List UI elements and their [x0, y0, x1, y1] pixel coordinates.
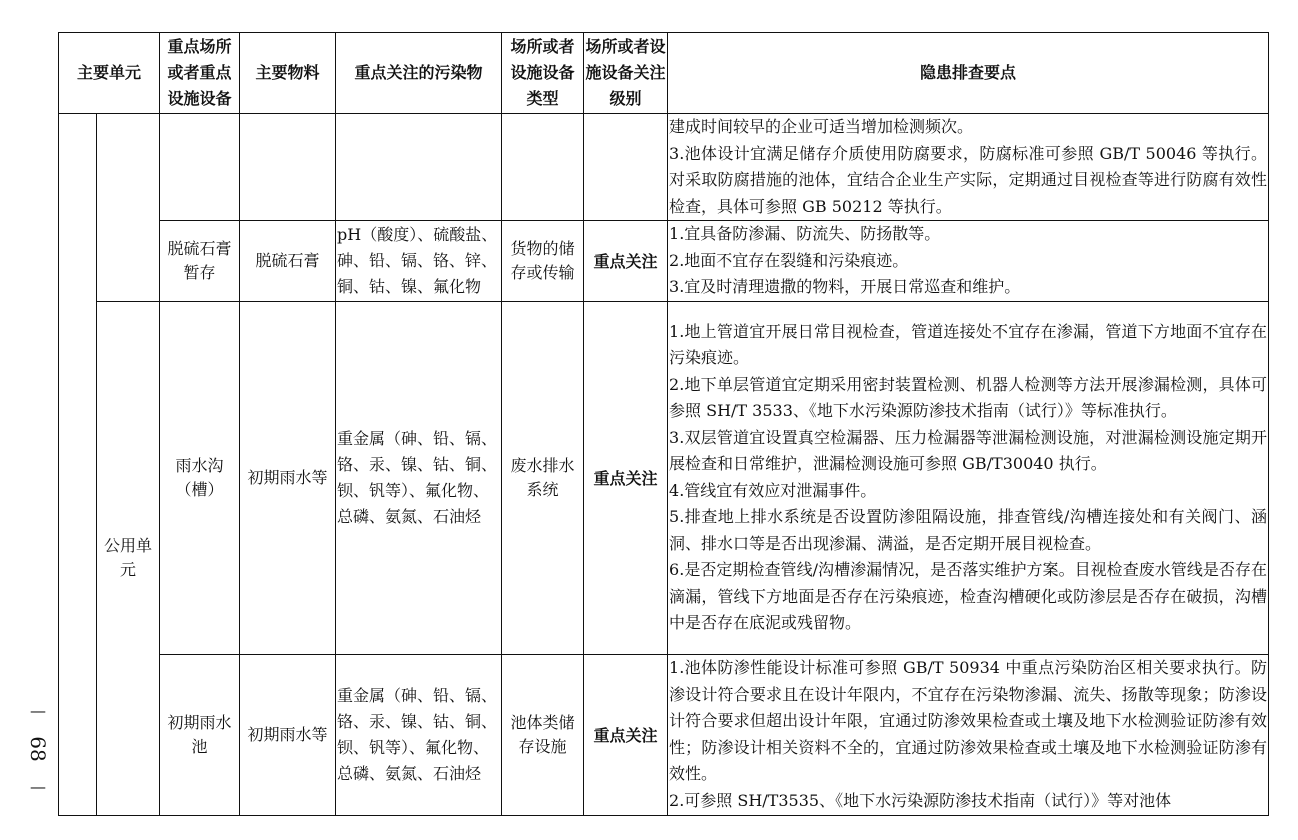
unit-cell-continued	[97, 114, 160, 302]
level-cell: 重点关注	[584, 301, 668, 654]
table-row	[59, 114, 1269, 221]
points-cell	[668, 221, 1269, 302]
point-item: 2.地下单层管道宜定期采用密封装置检测、机器人检测等方法开展渗漏检测，具体可参照 SH/T 3533、《地下水污染源防渗技术指南（试行）》等标准执行。	[669, 374, 1268, 420]
point-item: 1.地上管道宜开展日常目视检查，管道连接处不宜存在渗漏，管道下方地面不宜存在污染痕迹。	[669, 321, 1268, 367]
points-cell	[668, 654, 1269, 815]
hazard-inspection-table	[58, 32, 1269, 816]
level-cell: 重点关注	[584, 654, 668, 815]
header-type: 场所或者设施设备类型	[502, 33, 584, 114]
table-row	[59, 301, 1269, 654]
facility-cell: 雨水沟（槽）	[160, 301, 240, 654]
point-item: 3.宜及时清理遗撒的物料，开展日常巡查和维护。	[669, 277, 1021, 296]
material-cell: 初期雨水等	[240, 301, 336, 654]
type-cell: 废水排水系统	[502, 301, 584, 654]
level-cell: 重点关注	[584, 221, 668, 302]
page-number-dash-top: —	[30, 701, 46, 720]
pollutant-cell	[336, 114, 502, 221]
pollutant-cell: pH（酸度）、硫酸盐、砷、铅、镉、铬、锌、铜、钴、镍、氟化物	[336, 221, 502, 302]
point-item: 4.管线宜有效应对泄漏事件。	[669, 480, 877, 500]
page-number-dash-bottom: —	[30, 777, 46, 796]
point-item: 5.排查地上排水系统是否设置防渗阻隔设施，排查管线/沟槽连接处和有关阀门、涵洞、排水口等是否出现渗漏、满溢，是否定期开展目视检查。	[669, 507, 1268, 553]
unit-cell-public: 公用单元	[97, 301, 160, 815]
table-row	[59, 221, 1269, 302]
facility-cell	[160, 114, 240, 221]
header-unit: 主要单元	[59, 33, 160, 114]
material-cell	[240, 114, 336, 221]
header-material: 主要物料	[240, 33, 336, 114]
header-pollutant: 重点关注的污染物	[336, 33, 502, 114]
type-cell: 货物的储存或传输	[502, 221, 584, 302]
header-facility: 重点场所或者重点设施设备	[160, 33, 240, 114]
point-item: 3.双层管道宜设置真空检漏器、压力检漏器等泄漏检测设施，对泄漏检测设施定期开展检查和日常维护，泄漏检测设施可参照 GB/T30040 执行。	[669, 427, 1268, 473]
point-item: 3.池体设计宜满足储存介质使用防腐要求，防腐标准可参照 GB/T 50046 等执行。对采取防腐措施的池体，宜结合企业生产实际，定期通过目视检查等进行防腐有效性检查，具体可参照 GB 50212 等执行。	[669, 143, 1268, 216]
point-item: 2.可参照 SH/T3535、《地下水污染源防渗技术指南（试行）》等对池体	[669, 790, 1172, 810]
material-cell: 初期雨水等	[240, 654, 336, 815]
table-row	[59, 654, 1269, 815]
material-cell: 脱硫石膏	[240, 221, 336, 302]
type-cell	[502, 114, 584, 221]
pollutant-cell: 重金属（砷、铅、镉、铬、汞、镍、钴、铜、钡、钒等）、氟化物、总磷、氨氮、石油烃	[336, 301, 502, 654]
point-item: 6.是否定期检查管线/沟槽渗漏情况，是否落实维护方案。目视检查废水管线是否存在滴漏，管线下方地面是否存在污染痕迹，检查沟槽硬化或防渗层是否存在破损，沟槽中是否存在底泥或残留物。	[669, 560, 1268, 632]
point-item: 2.地面不宜存在裂缝和污染痕迹。	[669, 250, 909, 270]
point-item: 建成时间较早的企业可适当增加检测频次。	[669, 117, 974, 136]
page-number-value: 68	[26, 736, 50, 762]
facility-cell: 初期雨水池	[160, 654, 240, 815]
point-item: 1.池体防渗性能设计标准可参照 GB/T 50934 中重点污染防治区相关要求执行。防渗设计符合要求且在设计年限内，不宜存在污染物渗漏、流失、扬散等现象；防渗设计符合要求但超出设计年限，宜通过防渗效果检查或土壤及地下水检测验证防渗有效性；防渗设计相关资料不全的，宜通过防渗效果检查或土壤及地下水检测验证防渗有效性。	[669, 658, 1268, 783]
point-item: 1.宜具备防渗漏、防流失、防扬散等。	[669, 224, 941, 243]
outer-unit-cell	[59, 114, 97, 816]
points-cell	[668, 114, 1269, 221]
level-cell	[584, 114, 668, 221]
type-cell: 池体类储存设施	[502, 654, 584, 815]
pollutant-cell: 重金属（砷、铅、镉、铬、汞、镍、钴、铜、钡、钒等）、氟化物、总磷、氨氮、石油烃	[336, 654, 502, 815]
points-cell	[668, 301, 1269, 654]
table-header-row	[59, 33, 1269, 114]
header-points: 隐患排查要点	[668, 33, 1269, 114]
facility-cell: 脱硫石膏暂存	[160, 221, 240, 302]
header-level: 场所或者设施设备关注级别	[584, 33, 668, 114]
page-number	[18, 700, 58, 800]
